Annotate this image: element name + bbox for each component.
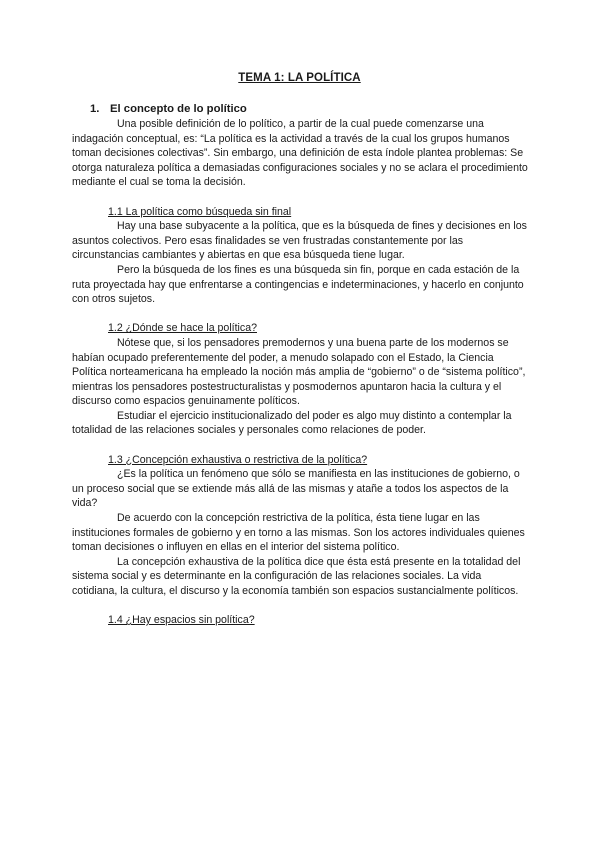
paragraph: Una posible definición de lo político, a partir de la cual puede comenzarse una indagación conceptual, es: “La política es la actividad a través de la cual los grupos humanos toman decisiones colectivas”. Sin embargo, una definición de esta índole plantea problemas: Se otorga naturaleza política a demasiadas configuraciones sociales y no se aclara el procedimiento mediante el cual se toma la decisión. [72, 118, 528, 189]
paragraph: De acuerdo con la concepción restrictiva de la política, ésta tiene lugar en las instituciones formales de gobierno y en torno a las mismas. Son los actores individuales quienes toman decisiones o influyen en ellas en el interior del sistema político. [72, 512, 525, 554]
subsection-heading-1-2: 1.2 ¿Dónde se hace la política? [108, 322, 257, 335]
document-body [72, 102, 528, 628]
paragraph: ¿Es la política un fenómeno que sólo se manifiesta en las instituciones de gobierno, o un proceso social que se extiende más allá de las mismas y atañe a todos los aspectos de la vida? [72, 468, 520, 510]
page-title: TEMA 1: LA POLÍTICA [238, 72, 361, 84]
paragraph: Nótese que, si los pensadores premodernos y una buena parte de los modernos se habían ocupado preferentemente del poder, a menudo solapado con el Estado, la Ciencia Política norteamericana ha empleado la noción más amplia de “gobierno” o de “sistema político”, mientras los pensadores postestructuralistas y posmodernos apuntaron hacia la cultura y el discurso como espacios genuinamente políticos. [72, 336, 526, 408]
subsection-heading-1-4: 1.4 ¿Hay espacios sin política? [108, 614, 255, 627]
paragraph: Estudiar el ejercicio institucionalizado del poder es algo muy distinto a contemplar la totalidad de las relaciones sociales y personales como relaciones de poder. [72, 409, 512, 437]
subsection-heading-1-3: 1.3 ¿Concepción exhaustiva o restrictiva de la política? [108, 453, 368, 466]
section-title: El concepto de lo político [110, 103, 247, 115]
paragraph: Hay una base subyacente a la política, que es la búsqueda de fines y decisiones en los asuntos colectivos. Pero esas finalidades se ven frustradas constantemente por las circunstancias cambiantes y abiertas en que esa búsqueda tiene lugar. [72, 220, 527, 262]
paragraph: Pero la búsqueda de los fines es una búsqueda sin fin, porque en cada estación de la ruta proyectada hay que enfrentarse a contingencias e indeterminaciones, y hacerlo en conjunto con otros sujetos. [72, 263, 524, 306]
paragraph: La concepción exhaustiva de la política dice que ésta está presente en la totalidad del sistema social y es determinante en la configuración de las relaciones sociales. La vida cotidiana, la cultura, el discurso y la economía también son espacios sustancialmente políticos. [72, 555, 521, 597]
section-number: 1. [90, 103, 100, 115]
subsection-heading-1-1: 1.1 La política como búsqueda sin final [108, 205, 292, 218]
section-heading [72, 102, 528, 117]
